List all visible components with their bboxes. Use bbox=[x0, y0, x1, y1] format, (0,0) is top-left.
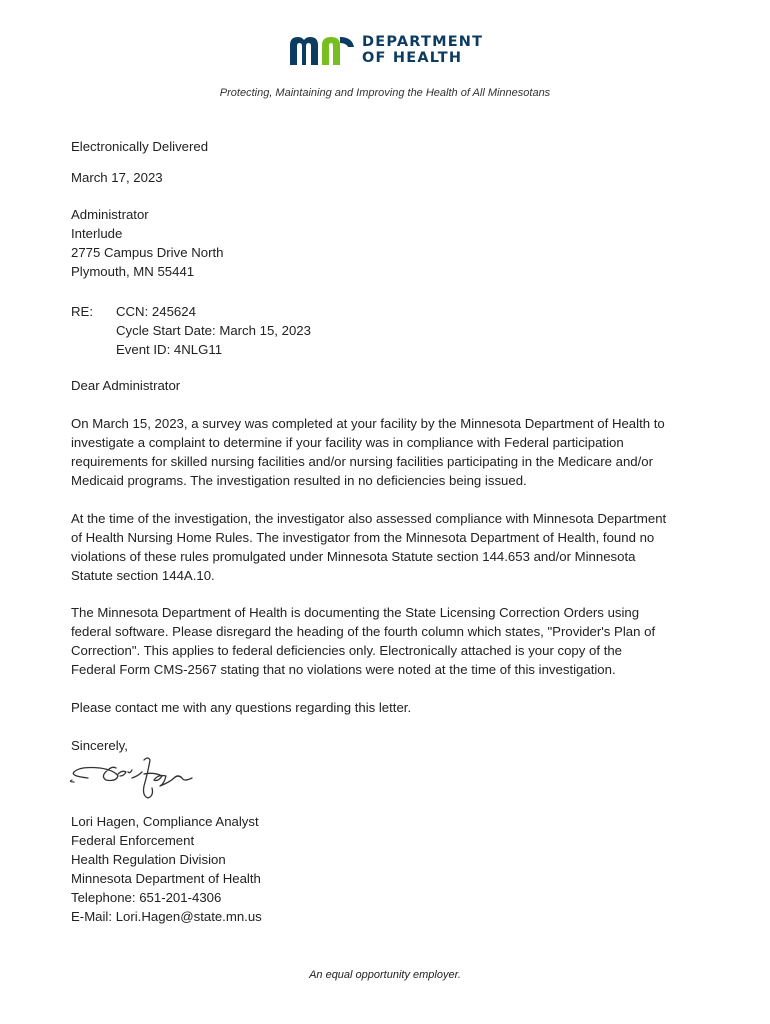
signer-telephone: Telephone: 651-201-4306 bbox=[71, 890, 222, 905]
paragraph-line: Statute section 144A.10. bbox=[71, 568, 215, 583]
delivery-method: Electronically Delivered bbox=[71, 139, 209, 154]
paragraph-1 bbox=[71, 414, 711, 490]
re-cycle-start: Cycle Start Date: March 15, 2023 bbox=[116, 323, 311, 338]
recipient-name: Administrator bbox=[71, 207, 149, 222]
paragraph-line: Federal Form CMS-2567 stating that no violations were noted at the time of this investigation. bbox=[71, 662, 616, 677]
paragraph-line: On March 15, 2023, a survey was completed at your facility by the Minnesota Department of Health to bbox=[71, 416, 665, 431]
signer-unit: Federal Enforcement bbox=[71, 833, 195, 848]
signer-email: E-Mail: Lori.Hagen@state.mn.us bbox=[71, 909, 262, 924]
signature-block bbox=[71, 812, 262, 926]
signer-name-title: Lori Hagen, Compliance Analyst bbox=[71, 814, 259, 829]
mn-logo-mark bbox=[290, 33, 356, 67]
handwritten-signature bbox=[66, 752, 206, 808]
re-ccn: CCN: 245624 bbox=[116, 304, 196, 319]
signer-division: Health Regulation Division bbox=[71, 852, 226, 867]
recipient-facility: Interlude bbox=[71, 226, 123, 241]
paragraph-line: The Minnesota Department of Health is documenting the State Licensing Correction Orders using bbox=[71, 605, 640, 620]
paragraph-line: of Health Nursing Home Rules. The investigator from the Minnesota Department of Health, found no bbox=[71, 530, 655, 545]
contact-line: Please contact me with any questions regarding this letter. bbox=[71, 700, 412, 715]
paragraph-line: requirements for skilled nursing facilities and/or nursing facilities participating in the Medicare and/or bbox=[71, 454, 654, 469]
paragraph-3 bbox=[71, 603, 711, 679]
tagline: Protecting, Maintaining and Improving the Health of All Minnesotans bbox=[219, 87, 551, 99]
paragraph-2 bbox=[71, 509, 711, 585]
recipient-city: Plymouth, MN 55441 bbox=[71, 264, 195, 279]
paragraph-line: violations of these rules promulgated under Minnesota Statute section 144.653 and/or Minnesota bbox=[71, 549, 636, 564]
mdh-logo bbox=[290, 33, 490, 69]
paragraph-line: Medicaid programs. The investigation resulted in no deficiencies being issued. bbox=[71, 473, 527, 488]
salutation: Dear Administrator bbox=[71, 378, 181, 393]
paragraph-line: federal software. Please disregard the heading of the fourth column which states, "Provider's Plan of bbox=[71, 624, 656, 639]
closing: Sincerely, bbox=[71, 738, 128, 753]
signer-department: Minnesota Department of Health bbox=[71, 871, 261, 886]
letter-date: March 17, 2023 bbox=[71, 170, 163, 185]
re-event-id: Event ID: 4NLG11 bbox=[116, 342, 223, 357]
logo-line-1: DEPARTMENT bbox=[362, 34, 484, 50]
re-label: RE: bbox=[71, 304, 93, 319]
paragraph-line: Correction". This applies to federal deficiencies only. Electronically attached is your copy of the bbox=[71, 643, 623, 658]
paragraph-line: investigate a complaint to determine if your facility was in compliance with Federal participation bbox=[71, 435, 624, 450]
footer-eeo: An equal opportunity employer. bbox=[309, 969, 461, 981]
re-block bbox=[116, 302, 311, 359]
recipient-street: 2775 Campus Drive North bbox=[71, 245, 224, 260]
logo-line-2: OF HEALTH bbox=[362, 50, 463, 66]
logo-wordmark bbox=[362, 34, 483, 66]
paragraph-line: At the time of the investigation, the investigator also assessed compliance with Minnesota Department bbox=[71, 511, 667, 526]
